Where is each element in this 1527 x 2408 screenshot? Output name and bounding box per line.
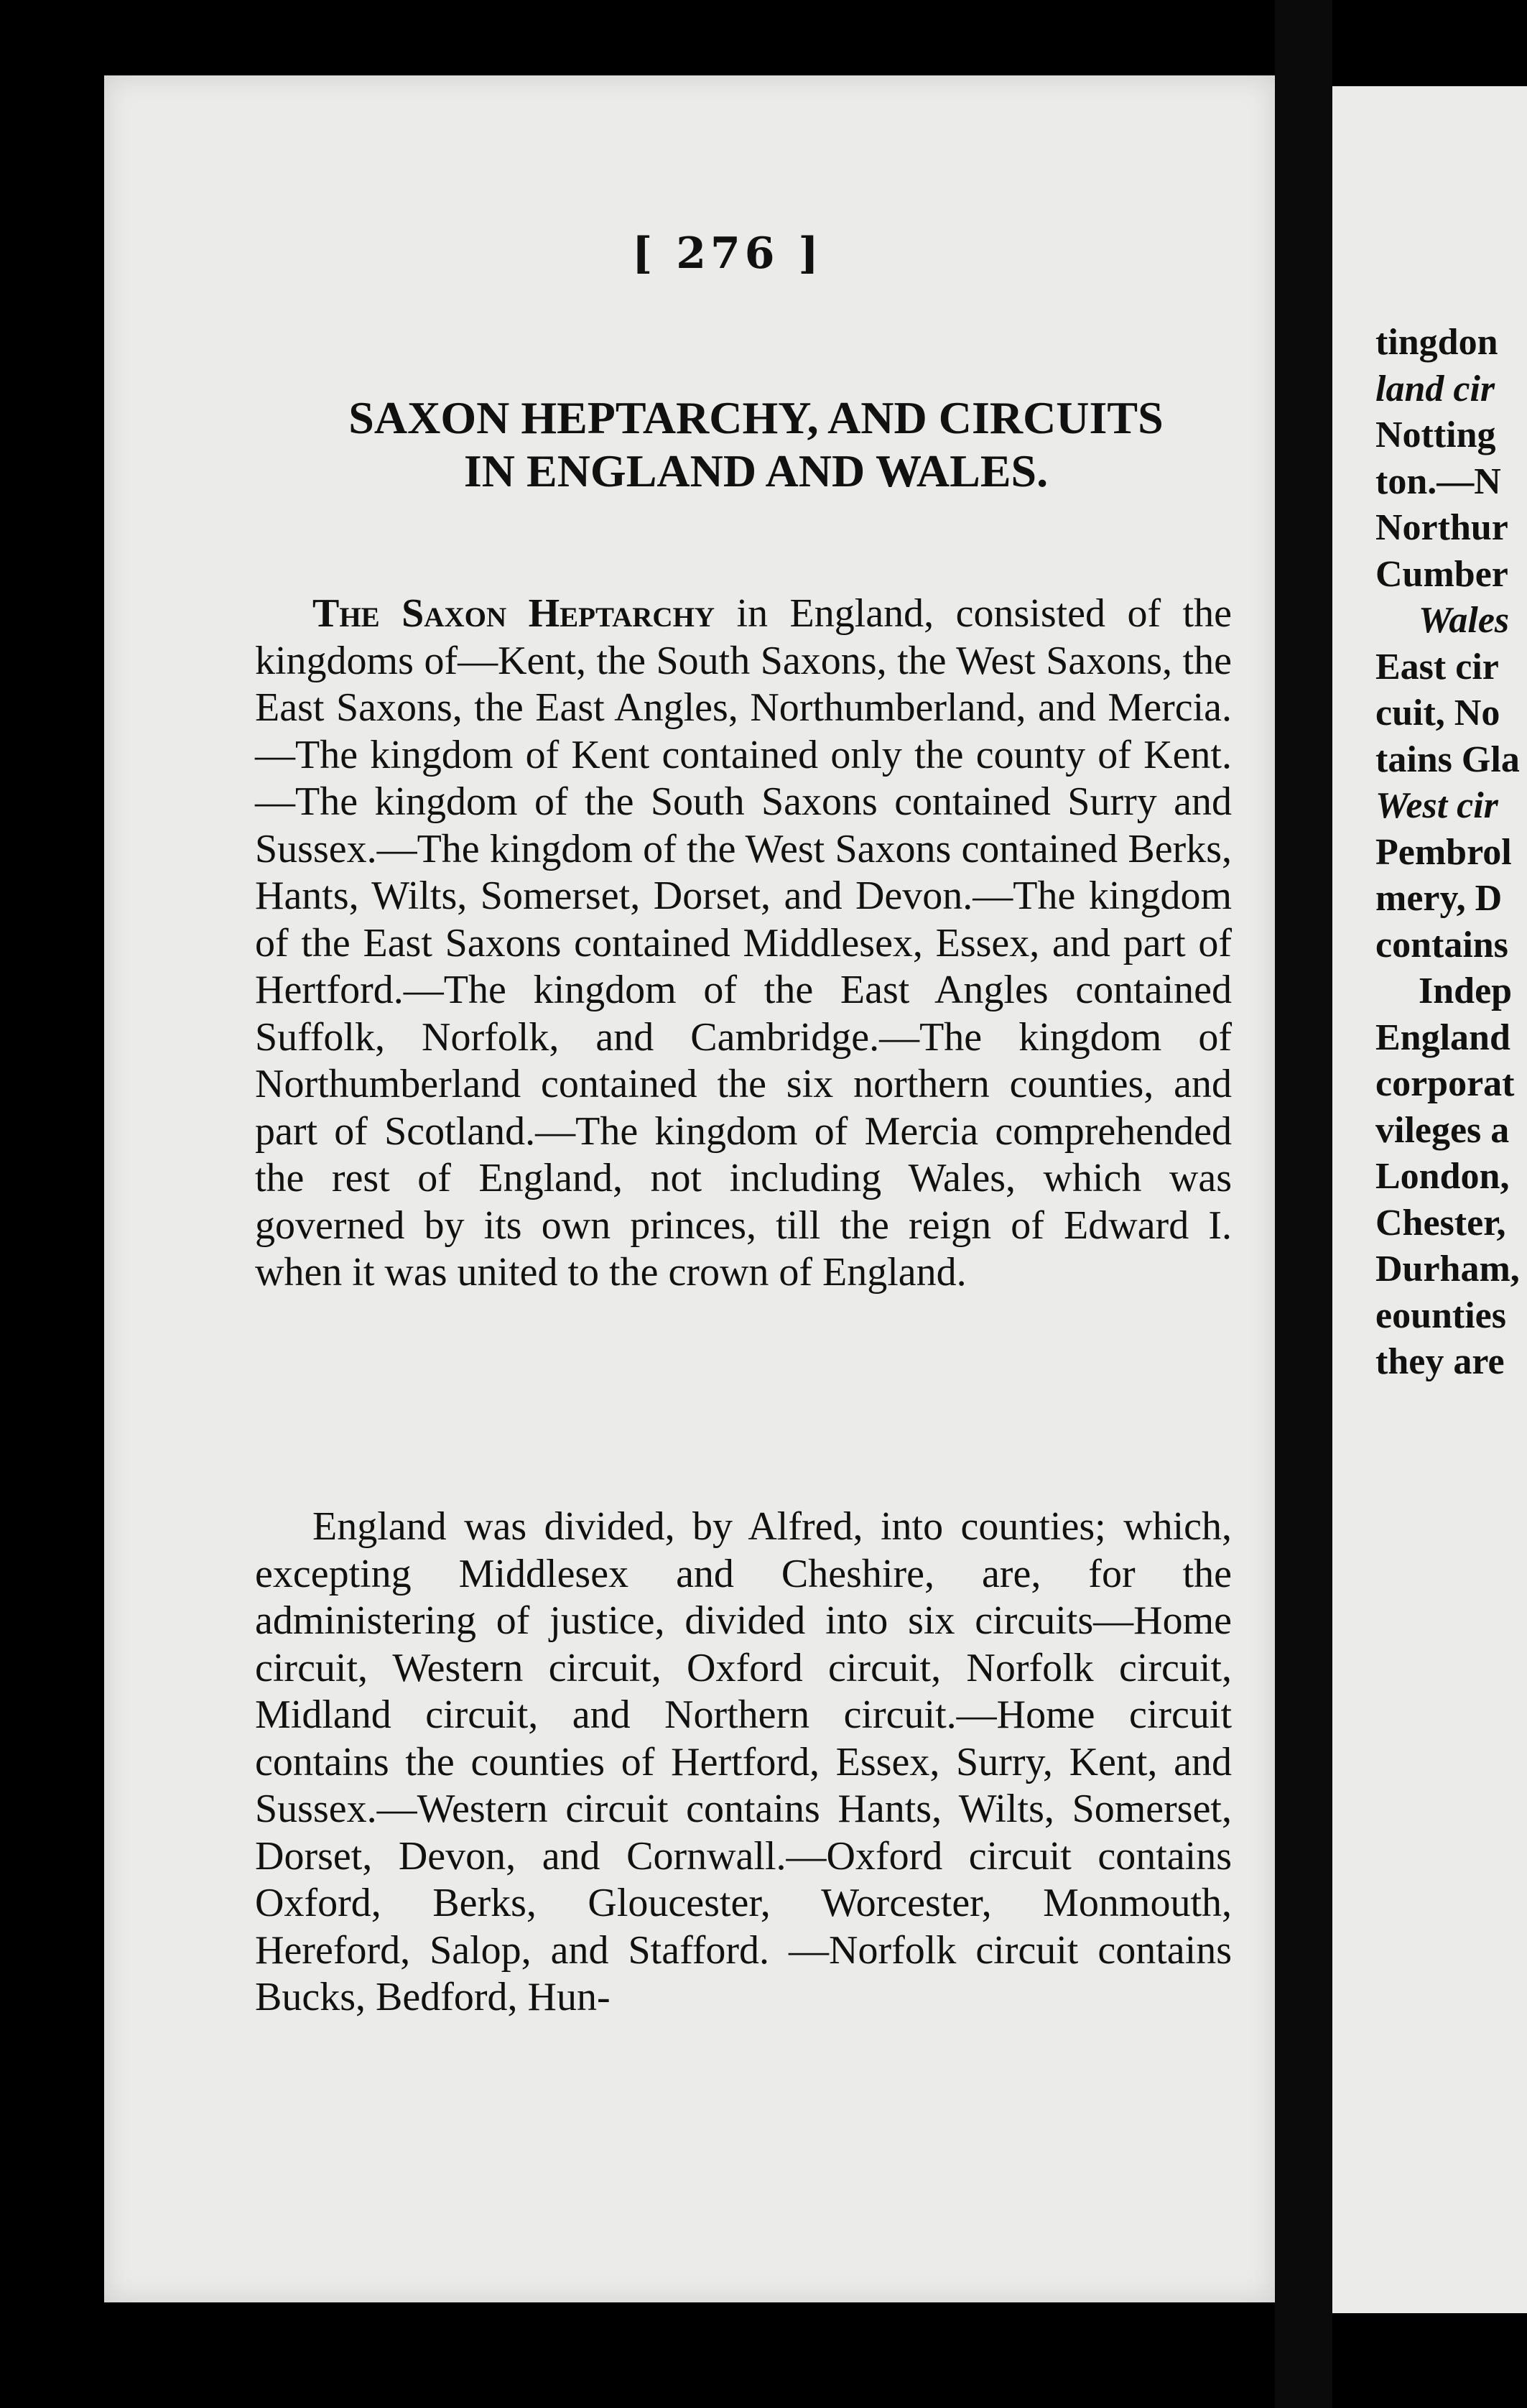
- paragraph-heptarchy-text: in England, consisted of the kingdoms of—Kent, the South Saxons, the West Saxons, the East Saxons, the East Angles, Northumberland, and Mercia.—The kingdom of Kent contained only the county of Kent. —The kingdom of the South Saxons contained Surry and Sussex.—The kingdom of the West Saxons contained Berks, Hants, Wilts, Somerset, Dorset, and Devon.—The kingdom of the East Saxons contained Middlesex, Essex, and part of Hertford.—The kingdom of the East Angles contained Suffolk, Norfolk, and Cambridge.—The kingdom of Northumberland contained the six northern counties, and part of Scotland.—The kingdom of Mercia comprehended the rest of England, not including Wales, which was governed by its own princes, till the reign of Edward I. when it was united to the crown of England.: [255, 591, 1233, 1295]
- paragraph-heptarchy: [255, 591, 1232, 1297]
- right-line: Northur: [1375, 507, 1508, 548]
- right-line: corporat: [1375, 1063, 1515, 1104]
- right-line: West cir: [1375, 785, 1498, 826]
- right-line: Durham,: [1375, 1249, 1520, 1289]
- title-line-2: IN ENGLAND AND WALES.: [463, 445, 1049, 496]
- paragraph-circuits: England was divided, by Alfred, into counties; which, excepting Middlesex and Cheshire, are, for the administering of justice, divided into six circuits—Home circuit, Western circuit, Oxford circuit, Norfolk circuit, Midland circuit, and Northern circuit.—Home circuit contains the counties of Hertford, Essex, Surry, Kent, and Sussex.—Western circuit contains Hants, Wilts, Somerset, Dorset, Devon, and Cornwall.—Oxford circuit contains Oxford, Berks, Gloucester, Worcester, Monmouth, Hereford, Salop, and Stafford. —Norfolk circuit contains Bucks, Bedford, Hun-: [255, 1504, 1232, 2019]
- page-number: [ 276 ]: [632, 228, 823, 279]
- title-line-1: SAXON HEPTARCHY, AND CIRCUITS: [348, 392, 1164, 443]
- right-line: ton.—N: [1375, 460, 1501, 502]
- page-title: [280, 392, 1232, 497]
- right-page-text: [1375, 320, 1520, 1386]
- right-line: mery, D: [1375, 878, 1503, 919]
- book-gutter: [1275, 0, 1332, 2408]
- right-line: Indep: [1419, 971, 1513, 1011]
- right-line: eounties: [1375, 1295, 1506, 1336]
- right-line: East cir: [1375, 646, 1499, 687]
- right-line: Pembrol: [1375, 831, 1512, 873]
- paragraph-lead: The Saxon Heptarchy: [312, 591, 715, 636]
- right-line: London,: [1375, 1156, 1510, 1197]
- right-line: cuit, No: [1375, 693, 1500, 733]
- right-line: tingdon: [1375, 322, 1498, 363]
- right-line: land cir: [1375, 368, 1495, 409]
- right-line: tains Gla: [1375, 738, 1520, 780]
- right-line: Cumber: [1375, 553, 1508, 595]
- right-line: they are: [1375, 1341, 1505, 1382]
- right-line: Chester,: [1375, 1202, 1506, 1244]
- right-line: England: [1375, 1017, 1510, 1058]
- right-line: Notting: [1375, 415, 1496, 455]
- right-line: vileges a: [1375, 1109, 1510, 1151]
- right-line: contains: [1375, 924, 1508, 965]
- right-line: Wales: [1419, 600, 1510, 641]
